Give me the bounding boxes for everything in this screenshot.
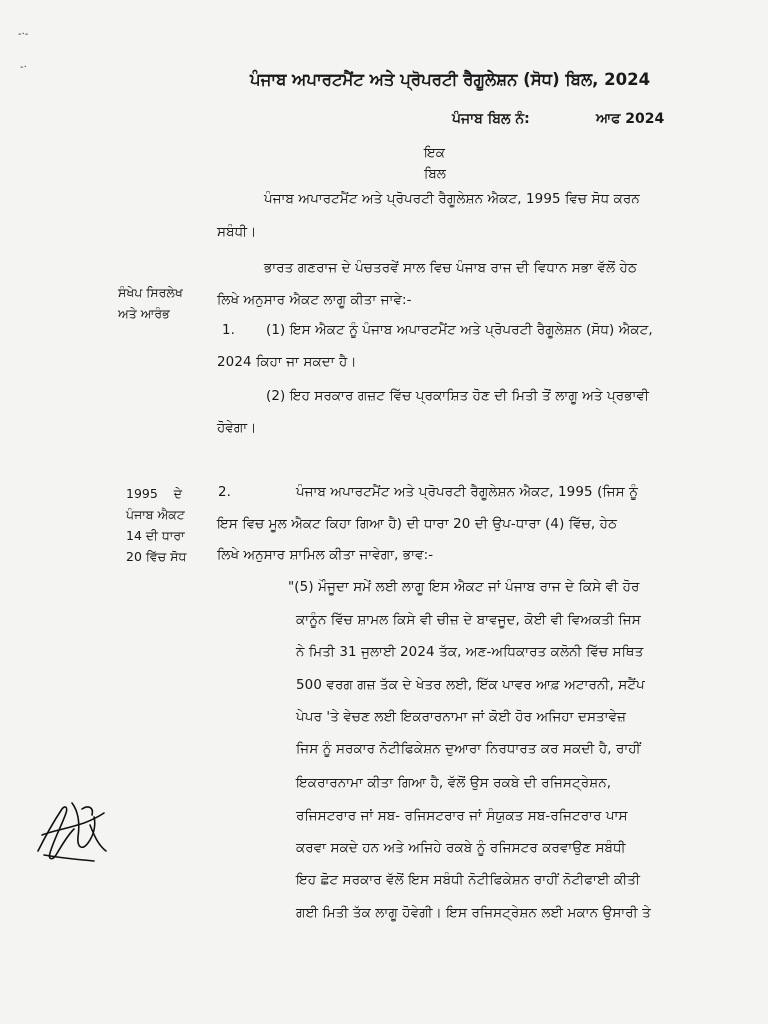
quoted-line: ਰਜਿਸਟਰਾਰ ਜਾਂ ਸਬ- ਰਜਿਸਟਰਾਰ ਜਾਂ ਸੰਯੁਕਤ ਸਬ-ਰਜਿਟਰਾਰ ਪਾਸ	[296, 809, 628, 824]
margin-note-line: ਅਤੇ ਆਰੰਭ	[118, 306, 170, 321]
bill-title: ਪੰਜਾਬ ਅਪਾਰਟਮੈਂਟ ਅਤੇ ਪ੍ਰੋਪਰਟੀ ਰੈਗੂਲੇਸ਼ਨ (ਸੋਧ) ਬਿਲ, 2024	[250, 70, 651, 89]
section1-number: 1.	[222, 323, 236, 338]
quoted-line: ਕਾਨੂੰਨ ਵਿੱਚ ਸ਼ਾਮਲ ਕਿਸੇ ਵੀ ਚੀਜ਼ ਦੇ ਬਾਵਜੂਦ, ਕੋਈ ਵੀ ਵਿਅਕਤੀ ਜਿਸ	[296, 613, 641, 628]
preamble-line: ਪੰਜਾਬ ਅਪਾਰਟਮੈਂਟ ਅਤੇ ਪ੍ਰੋਪਰਟੀ ਰੈਗੂਲੇਸ਼ਨ ਐਕਟ, 1995 ਵਿਚ ਸੋਧ ਕਰਨ	[264, 192, 640, 207]
quoted-line: ਇਕਰਾਰਨਾਮਾ ਕੀਤਾ ਗਿਆ ਹੈ, ਵੱਲੋਂ ਉਸ ਰਕਬੇ ਦੀ ਰਜਿਸਟ੍ਰੇਸ਼ਨ,	[296, 776, 612, 791]
scan-speck: -·-	[18, 29, 29, 40]
preamble-line: ਲਿਖੇ ਅਨੁਸਾਰ ਐਕਟ ਲਾਗੂ ਕੀਤਾ ਜਾਵੇ:-	[217, 293, 412, 308]
margin-note-line: 14 ਦੀ ਧਾਰਾ	[126, 528, 185, 543]
section1-line: ਹੋਵੇਗਾ।	[217, 421, 257, 436]
bill-year: ਆਫ 2024	[596, 111, 665, 127]
quoted-line: ਕਰਵਾ ਸਕਦੇ ਹਨ ਅਤੇ ਅਜਿਹੇ ਰਕਬੇ ਨੂੰ ਰਜਿਸਟਰ ਕਰਵਾਉਣ ਸਬੰਧੀ	[296, 841, 626, 856]
handwritten-signature	[32, 795, 114, 867]
section1-line: (2) ਇਹ ਸਰਕਾਰ ਗਜ਼ਟ ਵਿੱਚ ਪ੍ਰਕਾਸ਼ਿਤ ਹੋਣ ਦੀ ਮਿਤੀ ਤੋਂ ਲਾਗੂ ਅਤੇ ਪ੍ਰਭਾਵੀ	[266, 389, 649, 404]
margin-note-line: 1995 ਦੇ	[126, 486, 182, 501]
section1-line: (1) ਇਸ ਐਕਟ ਨੂੰ ਪੰਜਾਬ ਅਪਾਰਟਮੈਂਟ ਅਤੇ ਪ੍ਰੋਪਰਟੀ ਰੈਗੂਲੇਸ਼ਨ (ਸੋਧ) ਐਕਟ,	[266, 323, 653, 338]
section2-number: 2.	[218, 485, 232, 500]
section1-margin-note	[118, 282, 183, 324]
quoted-line: ਨੇ ਮਿਤੀ 31 ਜੁਲਾਈ 2024 ਤੱਕ, ਅਣ-ਅਧਿਕਾਰਤ ਕਲੋਨੀ ਵਿੱਚ ਸਥਿਤ	[296, 645, 644, 660]
quoted-line: ਪੇਪਰ 'ਤੇ ਵੇਚਣ ਲਈ ਇਕਰਾਰਨਾਮਾ ਜਾਂ ਕੋਈ ਹੋਰ ਅਜਿਹਾ ਦਸਤਾਵੇਜ਼	[296, 710, 627, 725]
preamble-line: ਭਾਰਤ ਗਣਰਾਜ ਦੇ ਪੰਚਤਰਵੇਂ ਸਾਲ ਵਿਚ ਪੰਜਾਬ ਰਾਜ ਦੀ ਵਿਧਾਨ ਸਭਾ ਵੱਲੋਂ ਹੇਠ	[264, 261, 637, 276]
margin-note-line: ਪੰਜਾਬ ਐਕਟ	[126, 507, 185, 522]
section2-margin-note	[126, 483, 186, 567]
quoted-line: ਗਈ ਮਿਤੀ ਤੱਕ ਲਾਗੂ ਹੋਵੇਗੀ। ਇਸ ਰਜਿਸਟ੍ਰੇਸ਼ਨ ਲਈ ਮਕਾਨ ਉਸਾਰੀ ਤੇ	[296, 906, 651, 921]
preamble-line: ਸਬੰਧੀ।	[217, 225, 257, 240]
section2-line: ਇਸ ਵਿਚ ਮੂਲ ਐਕਟ ਕਿਹਾ ਗਿਆ ਹੈ) ਦੀ ਧਾਰਾ 20 ਦੀ ਉਪ-ਧਾਰਾ (4) ਵਿੱਚ, ਹੇਠ	[217, 517, 617, 532]
bill-number-label: ਪੰਜਾਬ ਬਿਲ ਨੰ:	[452, 111, 530, 127]
quoted-line: "(5) ਮੌਜੂਦਾ ਸਮੇਂ ਲਈ ਲਾਗੂ ਇਸ ਐਕਟ ਜਾਂ ਪੰਜਾਬ ਰਾਜ ਦੇ ਕਿਸੇ ਵੀ ਹੋਰ	[288, 580, 640, 595]
heading-ik: ਇਕ	[424, 145, 445, 161]
heading-bill: ਬਿਲ	[424, 166, 446, 182]
scan-speck: -·	[20, 62, 27, 73]
margin-note-line: ਸੰਖੇਪ ਸਿਰਲੇਖ	[118, 285, 183, 300]
section2-line: ਲਿਖੇ ਅਨੁਸਾਰ ਸ਼ਾਮਿਲ ਕੀਤਾ ਜਾਵੇਗਾ, ਭਾਵ:-	[217, 548, 434, 563]
quoted-line: ਇਹ ਛੋਟ ਸਰਕਾਰ ਵੱਲੋਂ ਇਸ ਸਬੰਧੀ ਨੋਟੀਫਿਕੇਸ਼ਨ ਰਾਹੀਂ ਨੋਟੀਫਾਈ ਕੀਤੀ	[296, 873, 641, 888]
section2-line: ਪੰਜਾਬ ਅਪਾਰਟਮੈਂਟ ਅਤੇ ਪ੍ਰੋਪਰਟੀ ਰੈਗੂਲੇਸ਼ਨ ਐਕਟ, 1995 (ਜਿਸ ਨੂੰ	[296, 485, 638, 500]
margin-note-line: 20 ਵਿੱਚ ਸੋਧ	[126, 549, 187, 564]
quoted-line: ਜਿਸ ਨੂੰ ਸਰਕਾਰ ਨੋਟੀਫਿਕੇਸ਼ਨ ਦੁਆਰਾ ਨਿਰਧਾਰਤ ਕਰ ਸਕਦੀ ਹੈ, ਰਾਹੀਂ	[296, 742, 641, 757]
quoted-line: 500 ਵਰਗ ਗਜ਼ ਤੱਕ ਦੇ ਖੇਤਰ ਲਈ, ਇੱਕ ਪਾਵਰ ਆਫ਼ ਅਟਾਰਨੀ, ਸਟੈਂਪ	[296, 678, 645, 693]
section1-line: 2024 ਕਿਹਾ ਜਾ ਸਕਦਾ ਹੈ।	[217, 355, 357, 370]
